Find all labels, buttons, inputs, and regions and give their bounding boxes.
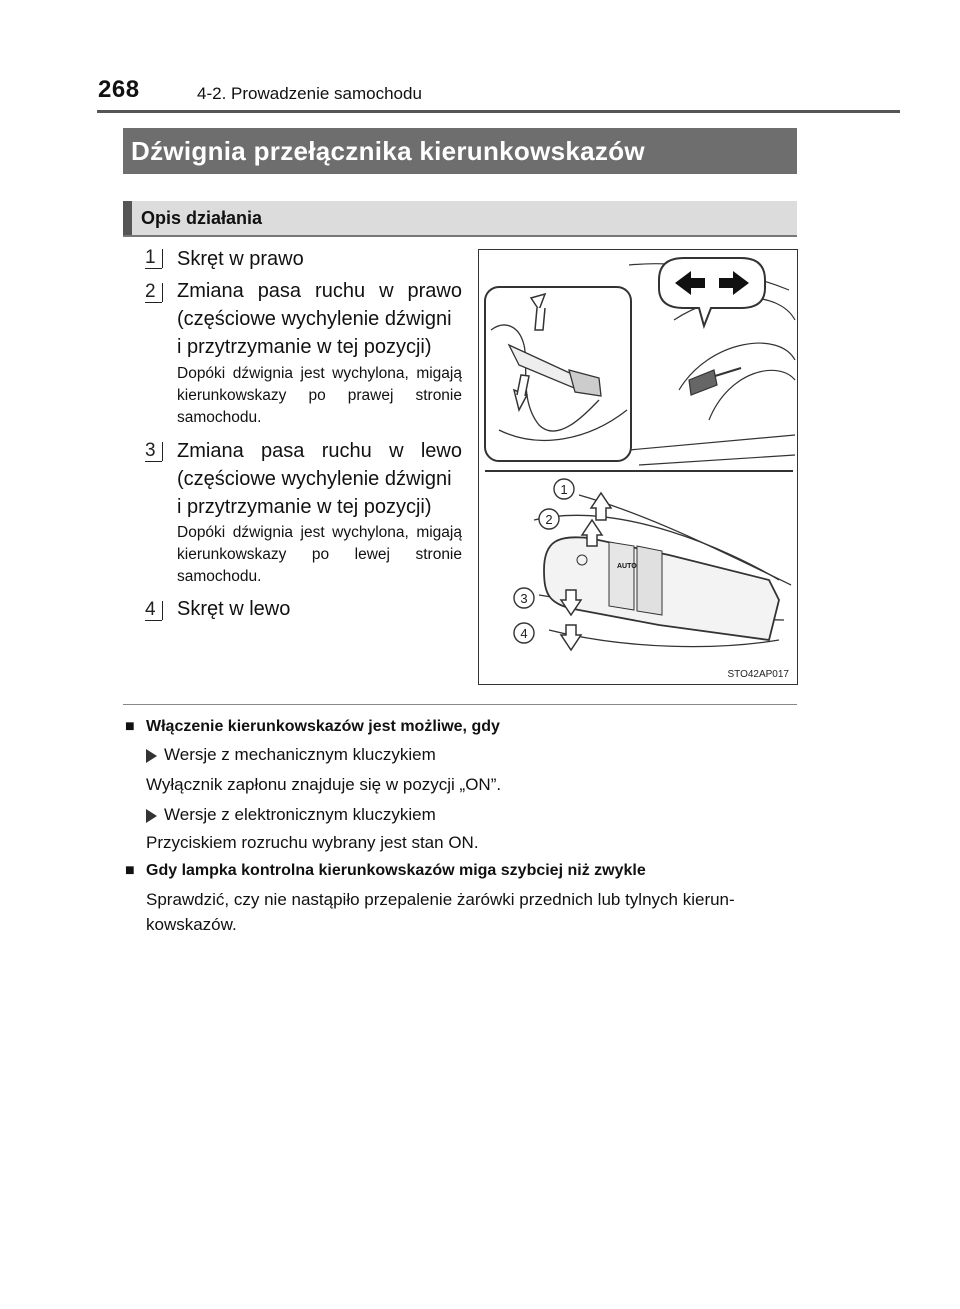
section-separator [123, 704, 797, 705]
section-1-bullet-2-label: Wersje z elektronicznym kluczykiem [164, 805, 436, 824]
section-1-heading: Włączenie kierunkowskazów jest możliwe, gdy [146, 718, 500, 735]
page-number: 268 [98, 76, 140, 103]
subheading-rule [123, 235, 797, 237]
auto-label: AUTO [617, 563, 637, 570]
triangle-bullet-icon [146, 809, 157, 823]
square-bullet-1: ■ [125, 718, 135, 735]
callout-4: 4 [520, 626, 528, 641]
callout-1: 1 [560, 482, 568, 497]
section-title-bar [123, 128, 797, 174]
item-2-note: Dopóki dźwignia jest wychylona, migają kierunkowskazy po prawej stronie samochodu. [177, 365, 462, 426]
section-1-bullet-1-label: Wersje z mechanicznym kluczykiem [164, 745, 436, 764]
lever-illustration [479, 250, 797, 684]
page-header [0, 0, 960, 120]
section-1-bullet-1-text: Wyłącznik zapłonu znajduje się w pozycji „ON”. [146, 775, 502, 794]
chapter-title: 4-2. Prowadzenie samochodu [197, 84, 422, 103]
subheading: Opis działania [141, 208, 263, 228]
section-2-text-line-2: kowskazów. [146, 915, 237, 934]
section-title: Dźwignia przełącznika kierunkowskazów [131, 136, 645, 166]
item-number-4: 4 [145, 599, 166, 621]
item-1-text: Skręt w prawo [177, 248, 304, 270]
item-number-1: 1 [145, 247, 166, 269]
item-3-note: Dopóki dźwignia jest wychylona, migają kierunkowskazy po lewej stronie samochodu. [177, 524, 462, 585]
turn-signal-lever-figure [478, 249, 798, 685]
callout-2: 2 [545, 512, 553, 527]
section-2-text-line-1: Sprawdzić, czy nie nastąpiło przepalenie żarówki przednich lub tylnych kierun- [146, 890, 735, 909]
section-1-bullet-2-text: Przyciskiem rozruchu wybrany jest stan ON. [146, 833, 479, 852]
item-3-text: Zmiana pasa ruchu w lewo (częściowe wychylenie dźwigni i przytrzymanie w tej pozycji) [177, 440, 462, 518]
callout-3: 3 [520, 591, 528, 606]
item-number-2: 2 [145, 281, 166, 303]
header-rule [97, 110, 900, 113]
item-4-text: Skręt w lewo [177, 598, 291, 620]
item-2-text: Zmiana pasa ruchu w prawo (częściowe wychylenie dźwigni i przytrzymanie w tej pozycji) [177, 280, 462, 358]
subheading-bar [123, 201, 797, 235]
square-bullet-2: ■ [125, 862, 135, 879]
section-2-heading: Gdy lampka kontrolna kierunkowskazów miga szybciej niż zwykle [146, 862, 646, 879]
triangle-bullet-icon [146, 749, 157, 763]
figure-code: STO42AP017 [727, 669, 789, 680]
item-number-3: 3 [145, 440, 166, 462]
subheading-accent [123, 201, 132, 235]
